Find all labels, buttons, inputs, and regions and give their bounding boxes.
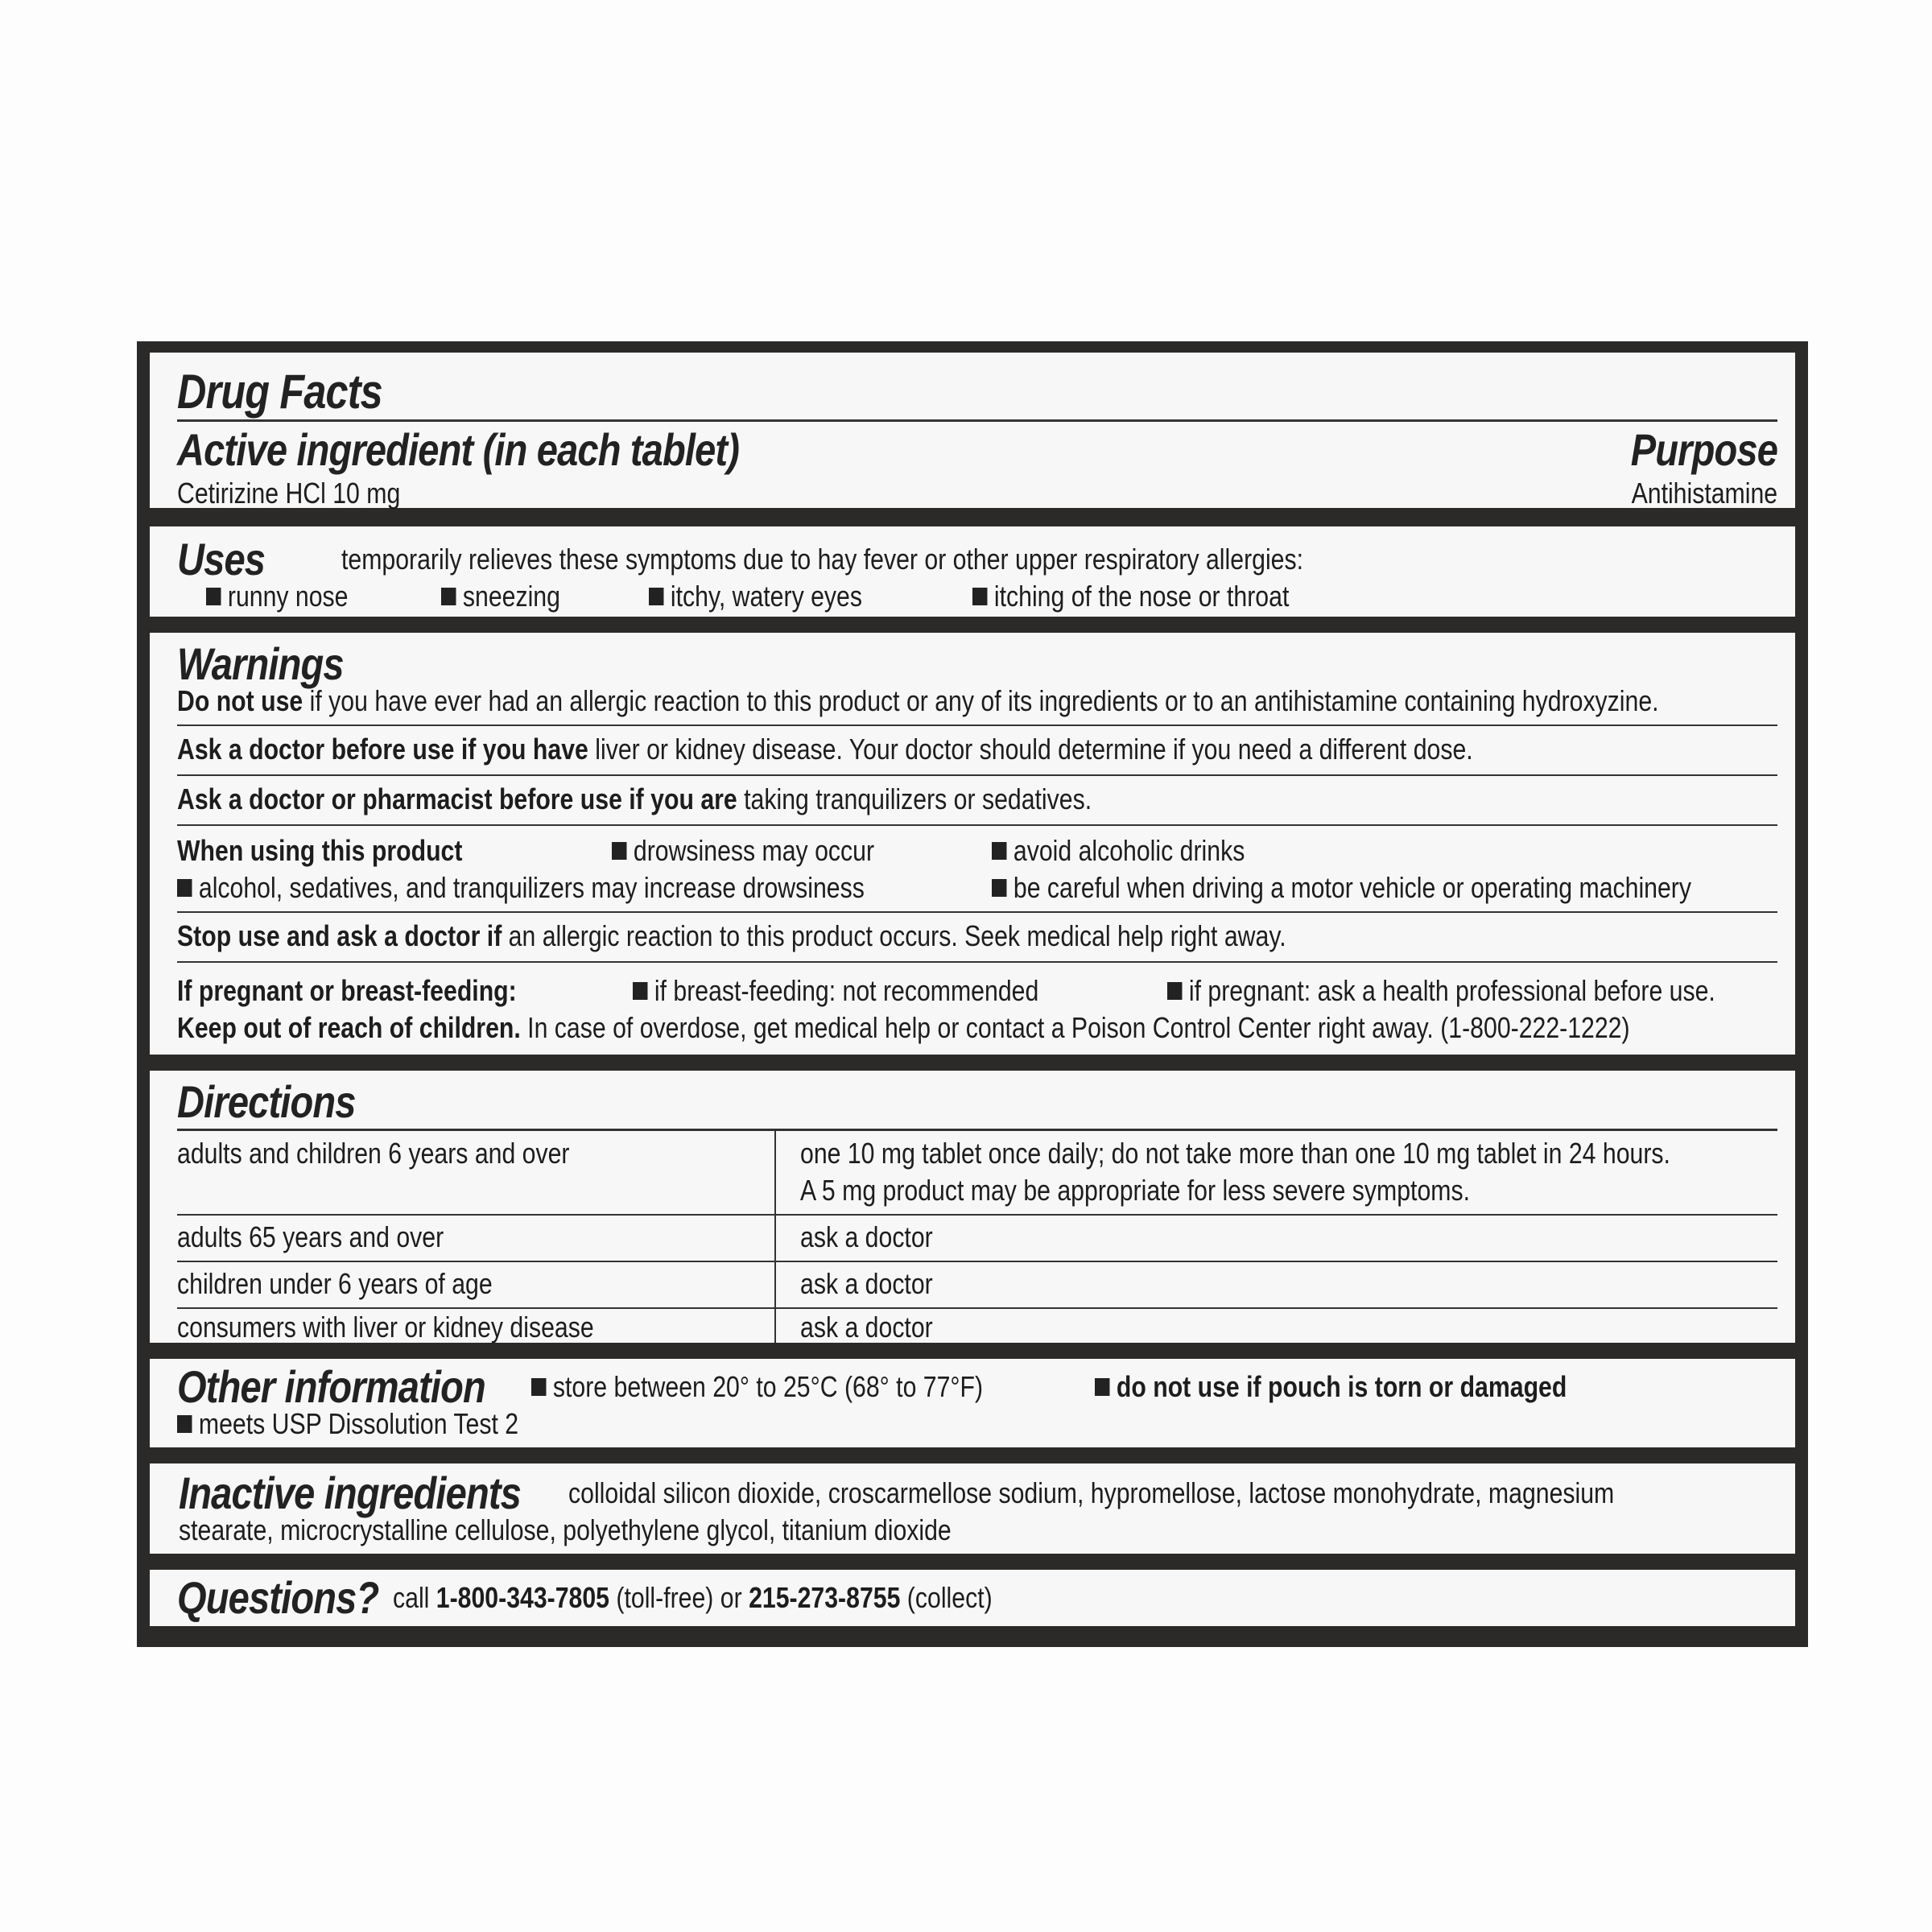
- when-using-item-text: alcohol, sedatives, and tranquilizers may increase drowsiness: [198, 871, 865, 904]
- questions-call: call: [393, 1581, 436, 1614]
- active-ingredient-name: Cetirizine HCl 10 mg: [177, 477, 401, 510]
- directions-column-divider: [774, 1130, 776, 1343]
- pregnant-label-text: If pregnant or breast-feeding:: [177, 974, 517, 1007]
- inactive-ingredients-heading: Inactive ingredients: [179, 1468, 521, 1518]
- when-using-item: [992, 834, 1245, 868]
- when-using-item: [177, 871, 865, 905]
- when-using-item: [992, 871, 1691, 905]
- pregnant-item-text: if breast-feeding: not recommended: [654, 974, 1039, 1007]
- ask-doctor-body: liver or kidney disease. Your doctor should determine if you need a different dose.: [588, 733, 1473, 766]
- directions-what: one 10 mg tablet once daily; do not take more than one 10 mg tablet in 24 hours.: [800, 1137, 1670, 1170]
- bullet-icon: [1095, 1378, 1109, 1396]
- when-using-item: [612, 834, 874, 868]
- questions-heading: Questions?: [177, 1572, 379, 1623]
- active-ingredient-heading: Active ingredient (in each tablet): [177, 424, 740, 475]
- bullet-icon: [177, 879, 192, 897]
- do-not-use-body: if you have ever had an allergic reaction to this product or any of its ingredients or to an antihistamine containing hydroxyzine.: [303, 684, 1659, 717]
- keep-out-text: [177, 1011, 1630, 1045]
- toll-free-phone: 1-800-343-7805: [436, 1581, 609, 1614]
- when-using-label: [177, 834, 462, 868]
- keep-out-label: Keep out of reach of children.: [177, 1011, 521, 1044]
- ask-pharmacist-text: [177, 782, 1092, 816]
- inactive-ingredients-line: colloidal silicon dioxide, croscarmellose sodium, hypromellose, lactose monohydrate, magnesium: [568, 1476, 1615, 1509]
- other-item: [177, 1407, 518, 1441]
- do-not-use-label: Do not use: [177, 684, 303, 717]
- bullet-icon: [531, 1378, 546, 1396]
- uses-item: [649, 580, 862, 613]
- warnings-divider: [177, 774, 1777, 776]
- directions-what: A 5 mg product may be appropriate for less severe symptoms.: [800, 1174, 1470, 1207]
- when-using-label-text: When using this product: [177, 834, 463, 867]
- purpose-heading: Purpose: [1630, 424, 1777, 475]
- ask-doctor-label: Ask a doctor before use if you have: [177, 733, 588, 766]
- title-divider: [177, 419, 1777, 422]
- other-information-heading: Other information: [177, 1361, 485, 1412]
- warnings-divider: [177, 961, 1777, 963]
- uses-item-text: itchy, watery eyes: [670, 580, 862, 613]
- bullet-icon: [633, 982, 647, 1000]
- other-item-text: do not use if pouch is torn or damaged: [1116, 1370, 1567, 1403]
- directions-row-divider: [177, 1214, 1777, 1216]
- directions-who: adults 65 years and over: [177, 1220, 444, 1253]
- uses-item-text: itching of the nose or throat: [993, 580, 1290, 613]
- warnings-divider: [177, 824, 1777, 826]
- active-ingredient-purpose: Antihistamine: [1631, 477, 1777, 510]
- uses-panel: [150, 526, 1795, 617]
- directions-row-divider: [177, 1261, 1777, 1262]
- questions-text: [393, 1581, 993, 1615]
- stop-use-body: an allergic reaction to this product occurs. Seek medical help right away.: [502, 919, 1286, 952]
- bullet-icon: [649, 588, 663, 605]
- drug-facts-title: Drug Facts: [177, 365, 382, 419]
- active-ingredient-panel: [150, 353, 1795, 508]
- stop-use-label: Stop use and ask a doctor if: [177, 919, 502, 952]
- uses-heading: Uses: [177, 534, 266, 584]
- uses-intro: temporarily relieves these symptoms due to hay fever or other upper respiratory allergies:: [341, 543, 1304, 576]
- directions-row-divider: [177, 1307, 1777, 1309]
- directions-heading: Directions: [177, 1076, 356, 1127]
- bullet-icon: [612, 842, 626, 860]
- ask-pharmacist-label: Ask a doctor or pharmacist before use if you are: [177, 782, 737, 815]
- directions-what: ask a doctor: [800, 1220, 933, 1253]
- bullet-icon: [177, 1415, 192, 1433]
- other-item: [531, 1370, 983, 1404]
- inactive-ingredients-line: stearate, microcrystalline cellulose, polyethylene glycol, titanium dioxide: [179, 1513, 952, 1546]
- other-information-panel: [150, 1359, 1795, 1447]
- warnings-panel: [150, 633, 1795, 1055]
- bullet-icon: [441, 588, 456, 605]
- warnings-divider: [177, 724, 1777, 726]
- bullet-icon: [992, 842, 1006, 860]
- bullet-icon: [992, 879, 1006, 897]
- inactive-ingredients-panel: [150, 1463, 1795, 1554]
- other-item: [1095, 1370, 1567, 1404]
- directions-what: ask a doctor: [800, 1311, 933, 1344]
- directions-who: children under 6 years of age: [177, 1267, 493, 1300]
- when-using-item-text: drowsiness may occur: [633, 834, 875, 867]
- when-using-item-text: be careful when driving a motor vehicle or operating machinery: [1013, 871, 1691, 904]
- bullet-icon: [206, 588, 221, 605]
- directions-top-divider: [177, 1129, 1777, 1131]
- warnings-heading: Warnings: [177, 638, 344, 689]
- pregnant-item: [633, 974, 1038, 1008]
- ask-doctor-text: [177, 733, 1473, 766]
- ask-pharmacist-body: taking tranquilizers or sedatives.: [737, 782, 1092, 815]
- directions-panel: [150, 1071, 1795, 1343]
- warnings-divider: [177, 911, 1777, 913]
- pregnant-item-text: if pregnant: ask a health professional before use.: [1188, 974, 1715, 1007]
- pregnant-item: [1167, 974, 1715, 1008]
- do-not-use-text: [177, 684, 1659, 718]
- directions-who: consumers with liver or kidney disease: [177, 1311, 594, 1344]
- keep-out-body: In case of overdose, get medical help or contact a Poison Control Center right away. (1-800-222-1222): [520, 1011, 1630, 1044]
- directions-what: ask a doctor: [800, 1267, 933, 1300]
- uses-item: [441, 580, 560, 613]
- drug-facts-label: [137, 341, 1808, 1647]
- uses-item-text: sneezing: [462, 580, 560, 613]
- uses-item-text: runny nose: [227, 580, 349, 613]
- directions-who: adults and children 6 years and over: [177, 1137, 570, 1170]
- pregnant-label: [177, 974, 517, 1008]
- bullet-icon: [1167, 982, 1182, 1000]
- questions-collect: (collect): [900, 1581, 993, 1614]
- uses-item: [972, 580, 1289, 613]
- stop-use-text: [177, 919, 1286, 953]
- bullet-icon: [972, 588, 987, 605]
- questions-panel: [150, 1570, 1795, 1626]
- other-item-text: meets USP Dissolution Test 2: [198, 1407, 519, 1440]
- questions-tollfree: (toll-free) or: [609, 1581, 749, 1614]
- when-using-item-text: avoid alcoholic drinks: [1013, 834, 1245, 867]
- other-item-text: store between 20° to 25°C (68° to 77°F): [552, 1370, 984, 1403]
- uses-item: [206, 580, 349, 613]
- collect-phone: 215-273-8755: [749, 1581, 901, 1614]
